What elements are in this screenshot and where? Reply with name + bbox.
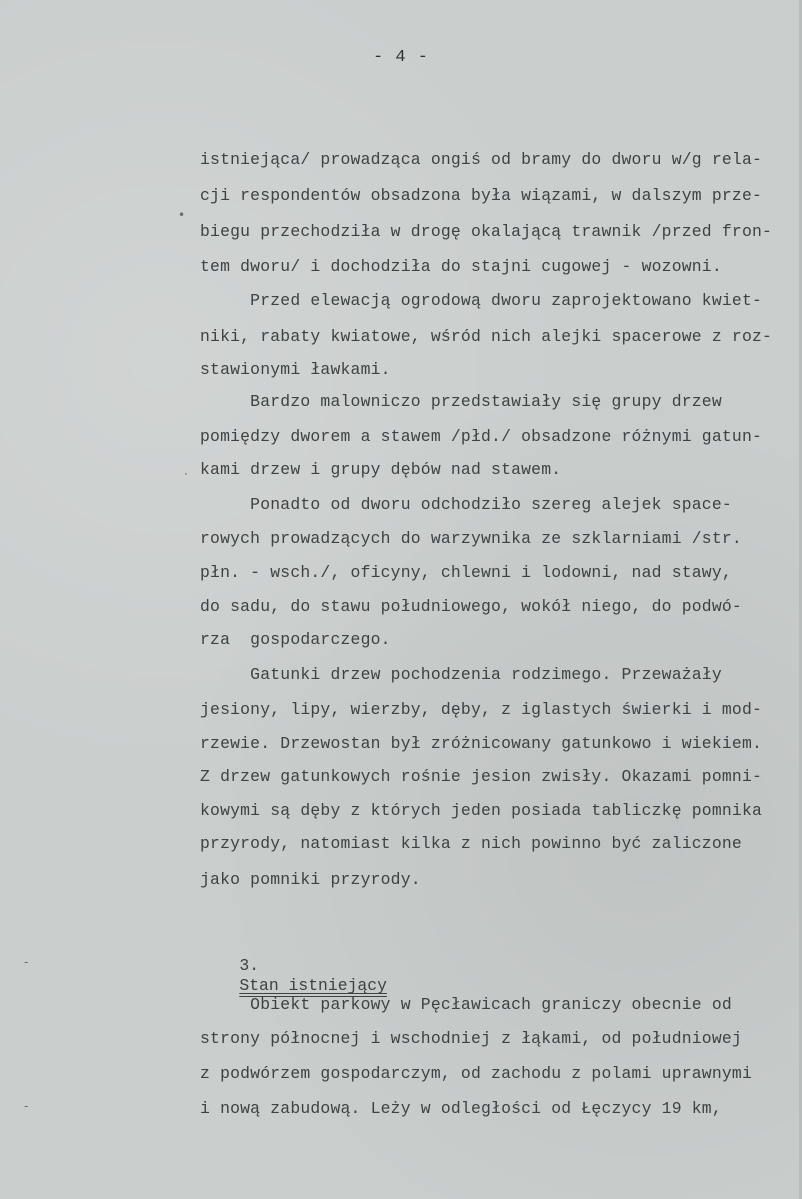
text-line: stawionymi ławkami. — [200, 360, 391, 379]
margin-mark: · — [184, 467, 188, 481]
margin-mark: - — [24, 955, 29, 969]
text-line: rowych prowadzących do warzywnika ze szklarniami /str. — [200, 529, 742, 548]
text-line: cji respondentów obsadzona była wiązami, w dalszym prze- — [200, 186, 763, 205]
text-line: biegu przechodziła w drogę okalającą trawnik /przed fron- — [200, 222, 773, 241]
margin-mark: - — [24, 1099, 29, 1113]
text-line: jako pomniki przyrody. — [200, 870, 421, 889]
text-line: kowymi są dęby z których jeden posiada tabliczkę pomnika — [200, 801, 763, 820]
text-line: i nową zabudową. Leży w odległości od Łęczycy 19 km, — [200, 1099, 722, 1118]
text-line: płn. - wsch./, oficyny, chlewni i lodowni, nad stawy, — [200, 563, 732, 582]
section-title: Stan istniejący — [239, 976, 387, 995]
page-number: - 4 - — [372, 48, 429, 67]
text-line: z podwórzem gospodarczym, od zachodu z polami uprawnymi — [200, 1064, 752, 1083]
text-line: Ponadto od dworu odchodziło szereg alejek space- — [200, 495, 732, 514]
text-line: pomiędzy dworem a stawem /płd./ obsadzone różnymi gatun- — [200, 427, 763, 446]
text-line: Bardzo malowniczo przedstawiały się grupy drzew — [200, 392, 722, 411]
text-line: Z drzew gatunkowych rośnie jesion zwisły. Okazami pomni- — [200, 767, 763, 786]
section-number: 3. — [239, 956, 260, 975]
text-line: strony północnej i wschodniej z łąkami, od południowej — [200, 1029, 742, 1048]
text-line: niki, rabaty kwiatowe, wśród nich alejki spacerowe z roz- — [200, 327, 773, 346]
text-line: rzewie. Drzewostan był zróżnicowany gatunkowo i wiekiem. — [200, 734, 763, 753]
text-line: Gatunki drzew pochodzenia rodzimego. Przeważały — [200, 665, 722, 684]
text-line: jesiony, lipy, wierzby, dęby, z iglastych świerki i mod- — [200, 700, 763, 719]
text-line: Przed elewacją ogrodową dworu zaprojektowano kwiet- — [200, 291, 763, 310]
text-line: Obiekt parkowy w Pęcławicach graniczy obecnie od — [200, 995, 732, 1014]
text-line: rza gospodarczego. — [200, 630, 391, 649]
text-line: istniejąca/ prowadząca ongiś od bramy do dworu w/g rela- — [200, 150, 763, 169]
text-line: tem dworu/ i dochodziła do stajni cugowej - wozowni. — [200, 257, 722, 276]
margin-mark: • — [178, 208, 186, 222]
text-line: przyrody, natomiast kilka z nich powinno być zaliczone — [200, 834, 742, 853]
text-line: kami drzew i grupy dębów nad stawem. — [200, 460, 562, 479]
text-line: do sadu, do stawu południowego, wokół niego, do podwó- — [200, 597, 742, 616]
